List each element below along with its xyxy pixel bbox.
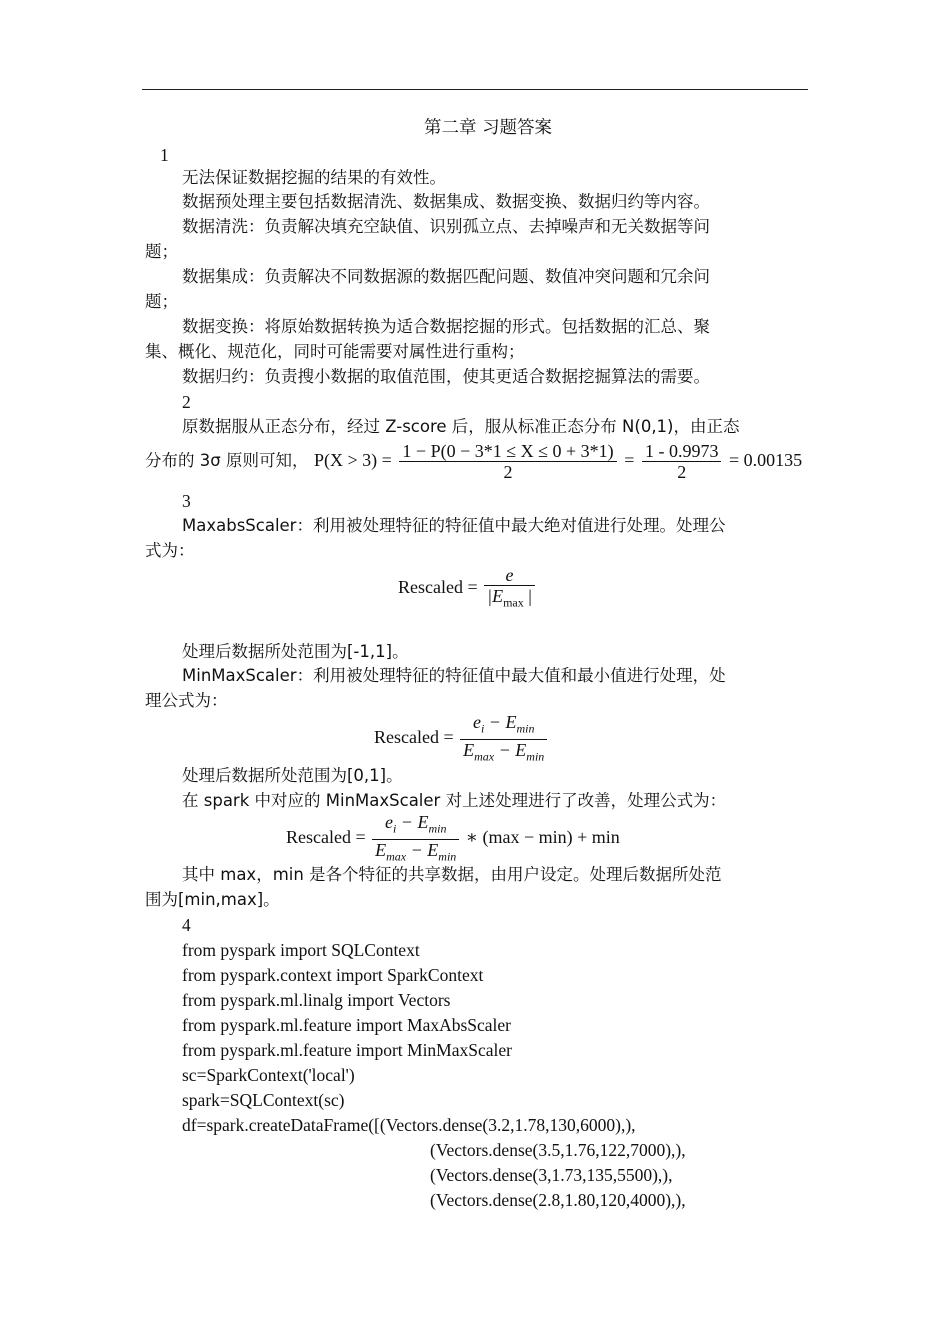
section-number-4: 4	[182, 915, 191, 935]
paragraph-line: 数据清洗：负责解决填充空缺值、识别孤立点、去掉噪声和无关数据等问	[182, 217, 710, 236]
paragraph-line: 理公式为：	[145, 691, 228, 710]
fraction-numerator: $e_i - E_{min}$	[460, 712, 547, 740]
maxabs-formula	[398, 562, 537, 613]
formula-tail: ∗ (max − min) + min	[465, 827, 620, 848]
probability-formula-line	[145, 438, 802, 483]
paragraph-line: 围为[min,max]。	[145, 890, 280, 909]
paragraph-line: MaxabsScaler：利用被处理特征的特征值中最大绝对值进行处理。处理公	[182, 516, 726, 535]
fraction-numerator: 1 - 0.9973	[642, 441, 722, 462]
formula-result: = 0.00135	[729, 450, 803, 470]
fraction-denominator: $|E_{max}$ |	[487, 586, 532, 610]
paragraph-line: 处理后数据所处范围为[-1,1]。	[182, 642, 409, 661]
minmax-formula	[374, 712, 549, 766]
paragraph-line: 题；	[145, 292, 178, 311]
code-line: from pyspark import SQLContext	[182, 940, 420, 960]
code-line: from pyspark.ml.feature import MaxAbsScaler	[182, 1015, 512, 1035]
fraction	[372, 812, 459, 866]
header-rule	[142, 89, 808, 90]
paragraph-line: 在 spark 中对应的 MinMaxScaler 对上述处理进行了改善，处理公式为：	[182, 791, 727, 810]
equals-sign: =	[624, 450, 635, 470]
fraction	[399, 441, 616, 482]
spark-minmax-formula	[286, 812, 620, 866]
code-line: from pyspark.ml.linalg import Vectors	[182, 990, 451, 1010]
page-title: 第二章 习题答案	[424, 118, 553, 138]
paragraph-line: 无法保证数据挖掘的结果的有效性。	[182, 168, 446, 187]
section-number-2: 2	[182, 392, 191, 412]
code-line: (Vectors.dense(3,1.73,135,5500),),	[430, 1165, 673, 1185]
formula-lhs: Rescaled =	[398, 577, 478, 597]
code-line: df=spark.createDataFrame([(Vectors.dense(3.2,1.78,130,6000),),	[182, 1115, 636, 1135]
paragraph-line: 数据归约：负责搜小数据的取值范围，使其更适合数据挖掘算法的需要。	[182, 367, 710, 386]
paragraph-line: 其中 max，min 是各个特征的共享数据，由用户设定。处理后数据所处范	[182, 865, 722, 884]
fraction-denominator: 2	[677, 462, 687, 482]
formula-lhs: Rescaled =	[286, 827, 366, 848]
paragraph-line: 题；	[145, 242, 178, 261]
code-line: (Vectors.dense(3.5,1.76,122,7000),),	[430, 1140, 686, 1160]
paragraph-line: 处理后数据所处范围为[0,1]。	[182, 766, 403, 785]
code-line: spark=SQLContext(sc)	[182, 1090, 345, 1110]
paragraph-line: 集、概化、规范化，同时可能需要对属性进行重构；	[145, 342, 525, 361]
paragraph-line: 式为：	[145, 541, 195, 560]
section-number-1: 1	[160, 145, 169, 165]
fraction-numerator: e	[484, 565, 535, 586]
fraction-denominator: $E_{max} - E_{min}$	[463, 739, 545, 764]
paragraph-line: MinMaxScaler：利用被处理特征的特征值中最大值和最小值进行处理，处	[182, 666, 726, 685]
section-number-3: 3	[182, 491, 191, 511]
paragraph-line: 原数据服从正态分布，经过 Z-score 后，服从标准正态分布 N(0,1)，由正态	[182, 417, 740, 436]
fraction-numerator: $e_i - E_{min}$	[372, 812, 459, 840]
fraction	[642, 441, 722, 482]
paragraph-line: 数据预处理主要包括数据清洗、数据集成、数据变换、数据归约等内容。	[182, 192, 710, 211]
paragraph-line: 数据变换：将原始数据转换为适合数据挖掘的形式。包括数据的汇总、聚	[182, 317, 710, 336]
formula-lhs: Rescaled =	[374, 727, 454, 748]
fraction-numerator: 1 − P(0 − 3*1 ≤ X ≤ 0 + 3*1)	[399, 441, 616, 462]
code-line: (Vectors.dense(2.8,1.80,120,4000),),	[430, 1190, 686, 1210]
paragraph-text: 分布的 3σ 原则可知，	[145, 451, 309, 470]
fraction	[484, 565, 535, 613]
code-line: from pyspark.context import SparkContext	[182, 965, 484, 985]
formula-lhs: P(X > 3) =	[314, 450, 392, 470]
fraction-denominator: $E_{max} - E_{min}$	[375, 839, 457, 864]
code-line: sc=SparkContext('local')	[182, 1065, 355, 1085]
paragraph-line: 数据集成：负责解决不同数据源的数据匹配问题、数值冲突问题和冗余问	[182, 267, 710, 286]
code-line: from pyspark.ml.feature import MinMaxScaler	[182, 1040, 512, 1060]
fraction-denominator: 2	[503, 462, 513, 482]
fraction	[460, 712, 547, 766]
